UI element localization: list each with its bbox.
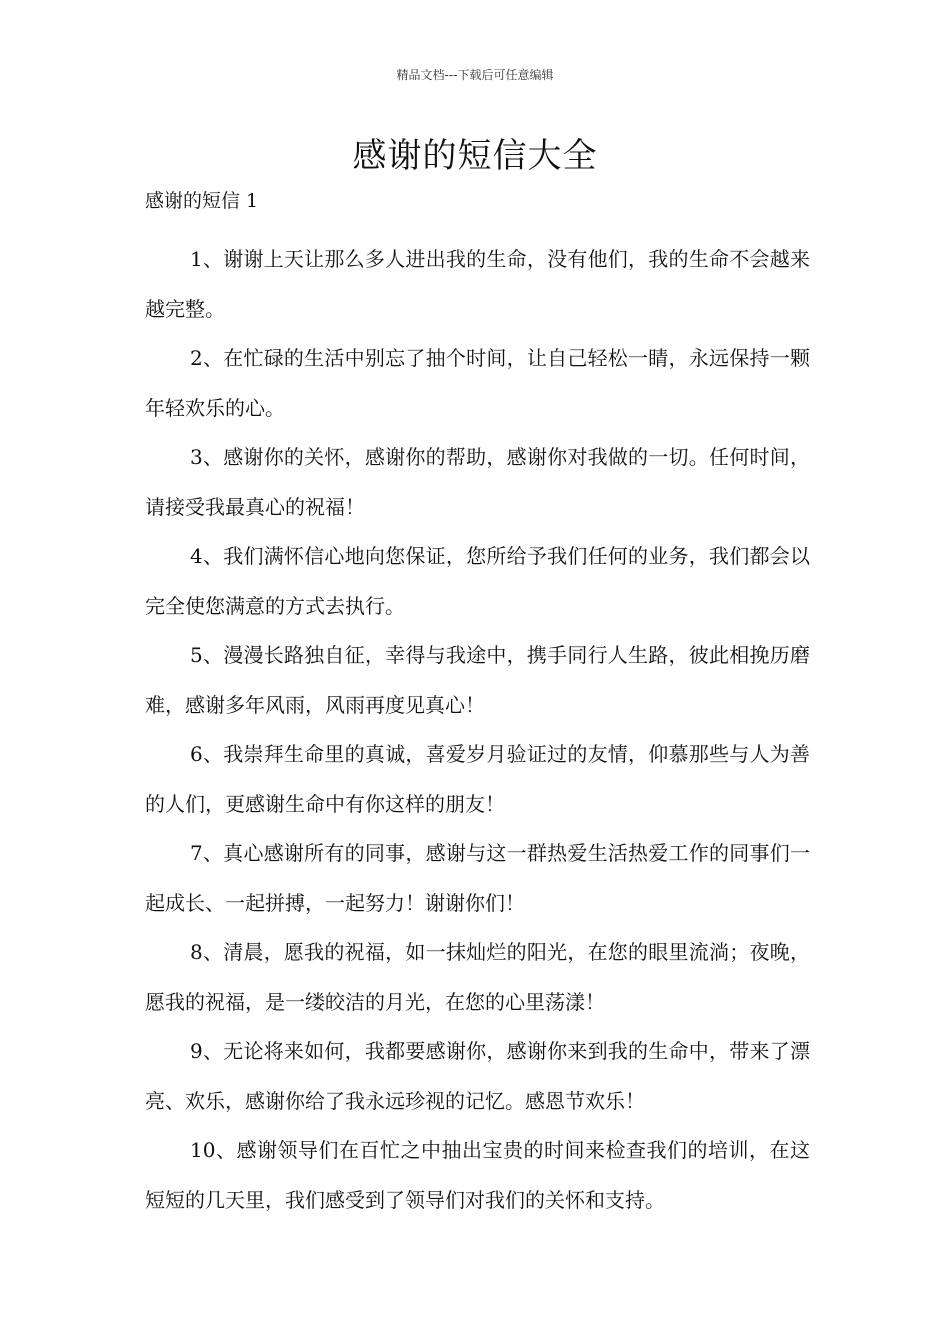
section-heading: 感谢的短信 1 xyxy=(145,190,259,212)
paragraph-8: 8、清晨，愿我的祝福，如一抹灿烂的阳光，在您的眼里流淌；夜晚，愿我的祝福，是一缕皎洁的月光，在您的心里荡漾！ xyxy=(145,940,810,1014)
body-text xyxy=(145,235,810,1225)
paragraph-1: 1、谢谢上天让那么多人进出我的生命，没有他们，我的生命不会越来越完整。 xyxy=(145,247,810,321)
paragraph-7: 7、真心感谢所有的同事，感谢与这一群热爱生活热爱工作的同事们一起成长、一起拼搏，一起努力！谢谢你们！ xyxy=(145,841,810,915)
paragraph-10: 10、感谢领导们在百忙之中抽出宝贵的时间来检查我们的培训，在这短短的几天里，我们感受到了领导们对我们的关怀和支持。 xyxy=(145,1138,810,1212)
page-title: 感谢的短信大全 xyxy=(352,136,598,176)
header-note: 精品文档---下载后可任意编辑 xyxy=(396,68,554,82)
paragraph-4: 4、我们满怀信心地向您保证，您所给予我们任何的业务，我们都会以完全使您满意的方式去执行。 xyxy=(145,544,810,618)
paragraph-5: 5、漫漫长路独自征，幸得与我途中，携手同行人生路，彼此相挽历磨难，感谢多年风雨，风雨再度见真心！ xyxy=(145,643,810,717)
paragraph-6: 6、我崇拜生命里的真诚，喜爱岁月验证过的友情，仰慕那些与人为善的人们，更感谢生命中有你这样的朋友！ xyxy=(145,742,810,816)
paragraph-2: 2、在忙碌的生活中别忘了抽个时间，让自己轻松一睛，永远保持一颗年轻欢乐的心。 xyxy=(145,346,810,420)
paragraph-3: 3、感谢你的关怀，感谢你的帮助，感谢你对我做的一切。任何时间，请接受我最真心的祝福！ xyxy=(145,445,810,519)
paragraph-9: 9、无论将来如何，我都要感谢你，感谢你来到我的生命中，带来了漂亮、欢乐，感谢你给了我永远珍视的记忆。感恩节欢乐！ xyxy=(145,1039,810,1113)
